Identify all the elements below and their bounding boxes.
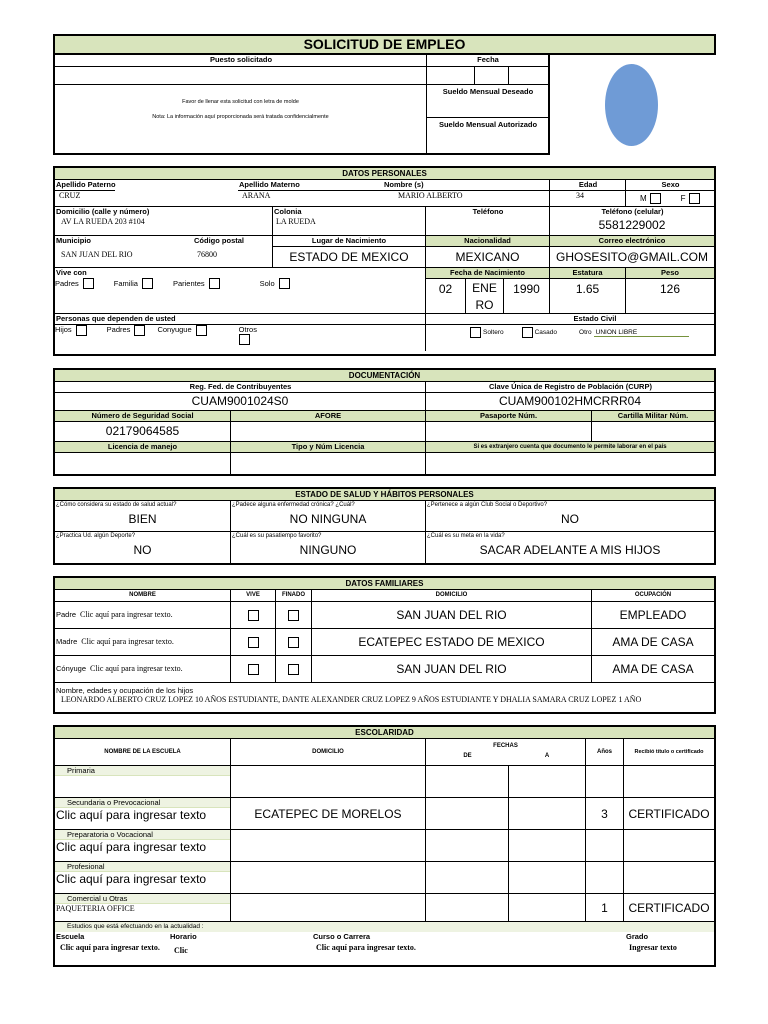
family-vive-checkbox[interactable] [248, 610, 259, 621]
vive-familia-checkbox[interactable] [142, 278, 153, 289]
family-title: DATOS FAMILIARES [55, 578, 714, 590]
family-vive-checkbox[interactable] [248, 637, 259, 648]
school-anios[interactable] [586, 766, 624, 797]
estatura[interactable]: 1.65 [575, 282, 600, 296]
health-section [53, 487, 716, 565]
cp-label: Código postal [194, 236, 244, 245]
telefono-label: Teléfono [472, 207, 504, 216]
colonia-label: Colonia [274, 207, 302, 216]
family-dom[interactable]: ECATEPEC ESTADO DE MEXICO [312, 629, 592, 655]
school-a[interactable] [509, 766, 586, 797]
rfc[interactable]: CUAM9001024S0 [191, 394, 289, 408]
school-a[interactable] [509, 862, 586, 893]
school-row [55, 830, 714, 862]
sexo-f-label: F [680, 193, 686, 203]
family-ocup[interactable]: AMA DE CASA [612, 662, 694, 676]
extranjero-label: Si es extranjero cuenta que documento le permite laborar en el país [426, 442, 714, 453]
hijos[interactable]: LEONARDO ALBERTO CRUZ LOPEZ 10 AÑOS ESTUDIANTE, DANTE ALEXANDER CRUZ LOPEZ 9 AÑOS ESTUDIANTE Y DHALIA SAMARA CRUZ LOPEZ 1 AÑO [61, 695, 642, 704]
curso-label: Curso o Carrera [313, 932, 371, 941]
health-q3: ¿Pertenece a algún Club Social o Deportivo? [427, 502, 548, 508]
curp[interactable]: CUAM900102HMCRRR04 [498, 394, 642, 408]
nacionalidad-label: Nacionalidad [426, 236, 549, 247]
puesto-label: Puesto solicitado [55, 55, 426, 67]
school-row [55, 894, 714, 922]
family-finado-checkbox[interactable] [288, 664, 299, 675]
dep-otros-checkbox[interactable] [239, 334, 250, 345]
vive-padres-label: Padres [55, 279, 79, 288]
health-title: ESTADO DE SALUD Y HÁBITOS PERSONALES [55, 489, 714, 501]
puesto-field[interactable] [55, 67, 426, 85]
cartilla-label: Cartilla Militar Núm. [592, 411, 714, 422]
school-col-fechas: FECHAS [493, 743, 518, 749]
family-rel: Padre [56, 610, 77, 619]
school-de[interactable] [426, 862, 509, 893]
family-vive-checkbox[interactable] [248, 664, 259, 675]
fecha-nac-label: Fecha de Nacimiento [426, 268, 549, 279]
health-a4[interactable]: NO [133, 543, 152, 557]
school-name[interactable]: Clic aquí para ingresar texto [56, 808, 207, 822]
dep-otros-label: Otros [238, 325, 257, 334]
school-col-de: DE [463, 753, 472, 759]
municipio[interactable]: SAN JUAN DEL RIO [61, 250, 133, 259]
school-a[interactable] [509, 894, 586, 921]
nss-label: Número de Seguridad Social [55, 411, 230, 422]
school-name[interactable]: PAQUETERIA OFFICE [56, 904, 135, 913]
dep-conyugue-label: Conyugue [157, 325, 192, 334]
school-anios[interactable] [586, 830, 624, 861]
nacionalidad[interactable]: MEXICANO [455, 250, 520, 264]
school-de[interactable] [426, 798, 509, 829]
health-q5: ¿Cuál es su pasatiempo favorito? [232, 533, 322, 539]
apellido-materno-label: Apellido Materno [239, 180, 300, 189]
school-title: ESCOLARIDAD [55, 727, 714, 739]
school-a[interactable] [509, 798, 586, 829]
school-level: Comercial u Otras [55, 894, 230, 904]
dep-padres-label: Padres [106, 325, 131, 334]
school-row [55, 798, 714, 830]
civil-soltero-label: Soltero [483, 329, 504, 336]
school-titulo[interactable]: CERTIFICADO [628, 807, 710, 821]
school-col-anios: Años [586, 739, 624, 765]
school-dom[interactable] [231, 894, 426, 921]
lugar[interactable]: ESTADO DE MEXICO [289, 250, 409, 264]
docs-section [53, 368, 716, 476]
civil-otro-value[interactable]: UNION LIBRE [594, 329, 689, 337]
family-ocup[interactable]: AMA DE CASA [612, 635, 694, 649]
health-q4: ¿Practica Ud. algún Deporte? [56, 533, 136, 539]
vive-parientes-label: Parientes [172, 279, 205, 288]
sueldo-deseado-field[interactable] [427, 101, 548, 118]
grado[interactable]: Ingresar texto [629, 943, 677, 952]
family-col-vive: VIVE [231, 590, 276, 601]
horario[interactable]: Clic [174, 946, 188, 955]
school-anios[interactable]: 1 [586, 894, 624, 921]
health-a2[interactable]: NO NINGUNA [289, 512, 367, 526]
vive-padres-checkbox[interactable] [83, 278, 94, 289]
licencia-label: Licencia de manejo [55, 442, 230, 453]
family-finado-checkbox[interactable] [288, 637, 299, 648]
family-rel: Madre [56, 637, 78, 646]
escuela[interactable]: Clic aquí para ingresar texto. [60, 943, 160, 952]
municipio-label: Municipio [56, 236, 91, 245]
photo-placeholder [605, 64, 658, 146]
school-level: Preparatoria o Vocacional [55, 830, 230, 840]
school-anios[interactable]: 3 [586, 798, 624, 829]
school-titulo[interactable] [624, 766, 714, 797]
school-name[interactable]: Clic aquí para ingresar texto [56, 872, 207, 886]
health-a1[interactable]: BIEN [128, 512, 157, 526]
escuela-label: Escuela [56, 932, 85, 941]
school-dom[interactable] [231, 862, 426, 893]
afore-label: AFORE [231, 411, 425, 422]
school-level: Secundaria o Prevocacional [55, 798, 230, 808]
celular-label: Teléfono (celular) [601, 207, 664, 216]
family-dom[interactable]: SAN JUAN DEL RIO [312, 602, 592, 628]
school-titulo[interactable]: CERTIFICADO [628, 901, 710, 915]
nac-anio[interactable]: 1990 [513, 282, 540, 296]
curp-label: Clave Única de Registro de Población (CURP) [426, 382, 714, 393]
horario-label: Horario [170, 932, 197, 941]
dependen-label: Personas que dependen de usted [55, 314, 425, 325]
sueldo-autorizado-label: Sueldo Mensual Autorizado [438, 120, 538, 129]
hijos-label: Nombre, edades y ocupación de los hijos [56, 686, 194, 695]
peso[interactable]: 126 [659, 282, 681, 296]
school-section [53, 725, 716, 967]
civil-casado-checkbox[interactable] [522, 327, 533, 338]
docs-title: DOCUMENTACIÓN [55, 370, 714, 382]
family-col-nombre: NOMBRE [55, 590, 231, 601]
civil-soltero-checkbox[interactable] [470, 327, 481, 338]
fecha-anio[interactable] [509, 67, 548, 84]
school-titulo[interactable] [624, 830, 714, 861]
school-row [55, 766, 714, 798]
vive-solo-checkbox[interactable] [279, 278, 290, 289]
health-a3[interactable]: NO [561, 512, 579, 526]
health-q1: ¿Cómo considera su estado de salud actual? [56, 502, 177, 508]
dep-hijos-checkbox[interactable] [76, 325, 87, 336]
dep-hijos-label: Hijos [55, 325, 72, 334]
school-level: Primaria [55, 766, 230, 776]
nac-dia[interactable]: 02 [426, 279, 466, 313]
sexo-m-checkbox[interactable] [650, 193, 661, 204]
nombre-label: Nombre (s) [384, 180, 424, 189]
school-name[interactable]: Clic aquí para ingresar texto [56, 840, 207, 854]
dep-conyugue-checkbox[interactable] [196, 325, 207, 336]
lugar-label: Lugar de Nacimiento [273, 236, 425, 247]
fecha-label: Fecha [427, 55, 548, 67]
edad-label: Edad [578, 180, 598, 189]
actual-label: Estudios que está efectuando en la actualidad : [55, 922, 714, 932]
family-dom[interactable]: SAN JUAN DEL RIO [312, 656, 592, 682]
vive-solo-label: Solo [259, 279, 275, 288]
sexo-f-checkbox[interactable] [689, 193, 700, 204]
health-a6[interactable]: SACAR ADELANTE A MIS HIJOS [479, 543, 661, 557]
nombre[interactable]: MARIO ALBERTO [384, 190, 549, 201]
school-row [55, 862, 714, 894]
confidential-note: Nota: La información aquí proporcionada será tratada confidencialmente [152, 114, 329, 120]
civil-casado-label: Casado [534, 329, 558, 336]
civil-otro-label: Otro [579, 329, 592, 336]
estatura-label: Estatura [550, 268, 625, 279]
celular[interactable]: 5581229002 [598, 218, 666, 232]
personal-title: DATOS PERSONALES [55, 168, 714, 180]
school-col-name: NOMBRE DE LA ESCUELA [55, 739, 231, 765]
school-dom[interactable] [231, 830, 426, 861]
school-de[interactable] [426, 766, 509, 797]
vive-familia-label: Familia [113, 279, 138, 288]
family-name[interactable]: Clic aquí para ingresar texto. [80, 610, 173, 619]
family-name[interactable]: Clic aquí para ingresar texto. [90, 664, 183, 673]
school-level: Profesional [55, 862, 230, 872]
health-q6: ¿Cuál es su meta en la vida? [427, 533, 505, 539]
school-de[interactable] [426, 894, 509, 921]
school-titulo[interactable] [624, 862, 714, 893]
personal-section [53, 166, 716, 356]
family-rel: Cónyuge [56, 664, 87, 673]
pasaporte-label: Pasaporte Núm. [426, 411, 591, 422]
family-name[interactable]: Clic aquí para ingresar texto. [81, 637, 174, 646]
school-dom[interactable]: ECATEPEC DE MORELOS [231, 798, 426, 829]
sexo-label: Sexo [661, 180, 680, 189]
fecha-dia[interactable] [427, 67, 475, 84]
school-anios[interactable] [586, 862, 624, 893]
form-title: SOLICITUD DE EMPLEO [53, 34, 716, 55]
family-finado-checkbox[interactable] [288, 610, 299, 621]
family-col-ocupacion: OCUPACIÓN [634, 592, 672, 598]
apellido-paterno-label: Apellido Paterno [56, 180, 116, 189]
dep-padres-checkbox[interactable] [134, 325, 145, 336]
nac-mes[interactable]: ENERO [466, 279, 504, 313]
vive-parientes-checkbox[interactable] [209, 278, 220, 289]
domicilio[interactable]: AV LA RUEDA 203 #104 [61, 217, 145, 226]
school-col-a: A [544, 753, 550, 759]
family-section [53, 576, 716, 714]
sueldo-deseado-label: Sueldo Mensual Deseado [442, 87, 534, 96]
school-col-dom: DOMICILIO [231, 739, 426, 765]
family-row [55, 602, 714, 629]
school-dom[interactable] [231, 766, 426, 797]
family-row [55, 656, 714, 683]
colonia[interactable]: LA RUEDA [276, 217, 316, 226]
family-ocup[interactable]: EMPLEADO [619, 608, 687, 622]
health-q2: ¿Padece alguna enfermedad crónica? ¿Cuál? [232, 502, 355, 508]
family-col-domicilio: DOMICILIO [312, 590, 592, 601]
instruction-text: Favor de llenar esta solicitud con letra de molde [182, 99, 299, 105]
family-col-finado: FINADO [276, 590, 312, 601]
sexo-m-label: M [640, 193, 647, 203]
curso[interactable]: Clic aquí para ingresar texto. [316, 943, 416, 952]
apellido-paterno[interactable]: CRUZ [55, 190, 115, 201]
edad[interactable]: 34 [550, 190, 625, 201]
tipo-licencia-label: Tipo y Núm Licencia [231, 442, 425, 453]
nss[interactable]: 02179064585 [105, 424, 180, 438]
header-block [53, 55, 550, 155]
civil-label: Estado Civil [426, 314, 714, 325]
health-a5[interactable]: NINGUNO [299, 543, 357, 557]
correo[interactable]: GHOSESITO@GMAIL.COM [556, 250, 708, 264]
apellido-materno[interactable]: ARANA [238, 190, 384, 201]
domicilio-label: Domicilio (calle y número) [56, 207, 150, 216]
vive-label: Vive con [56, 268, 87, 277]
school-col-titulo: Recibió título o certificado [634, 749, 704, 755]
grado-label: Grado [626, 932, 649, 941]
rfc-label: Reg. Fed. de Contribuyentes [55, 382, 425, 393]
school-de[interactable] [426, 830, 509, 861]
school-a[interactable] [509, 830, 586, 861]
family-row [55, 629, 714, 656]
fecha-mes[interactable] [475, 67, 509, 84]
peso-label: Peso [626, 268, 714, 279]
correo-label: Correo electrónico [550, 236, 714, 247]
cp[interactable]: 76800 [197, 250, 217, 259]
